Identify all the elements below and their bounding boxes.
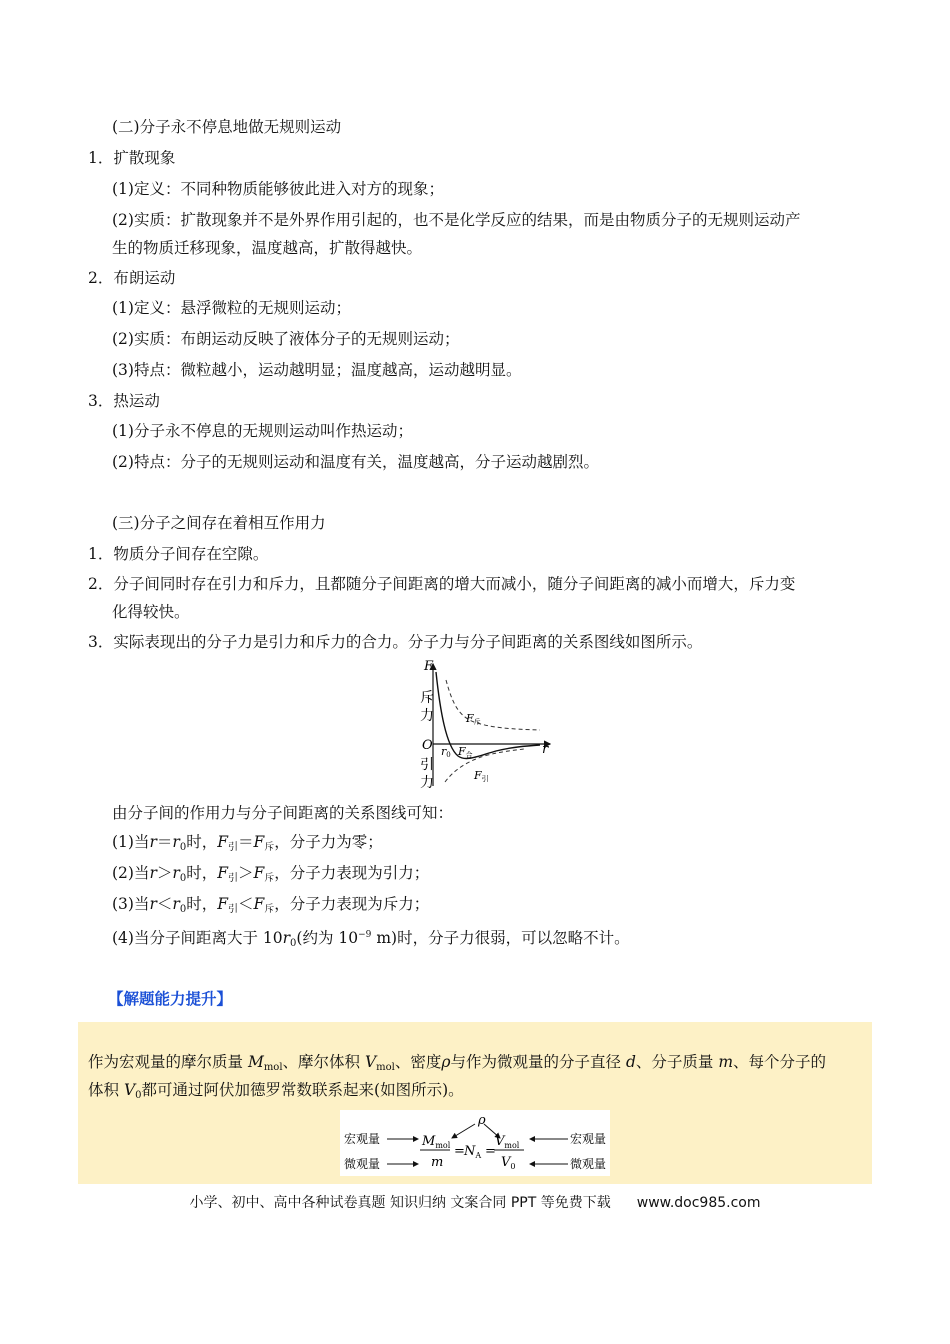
attraction-axis-label-2: 力 <box>420 775 434 790</box>
x-axis-label: r <box>542 742 549 757</box>
diffusion-nature-line2: 生的物质迁移现象，温度越高，扩散得越快。 <box>112 239 423 257</box>
improve-section-title: 【解题能力提升】 <box>108 990 233 1008</box>
conclusion-2: (2)当$r>r_0$时，$F_引>F_斥$，分子力表现为引力； <box>112 864 430 884</box>
f-repel-label: F斥 <box>466 712 481 726</box>
thermal-feature: (2)特点：分子的无规则运动和温度有关，温度越高，分子运动越剧烈。 <box>112 453 599 471</box>
improve-line1: 作为宏观量的摩尔质量 $M_{mol}$、摩尔体积 $V_{mol}$、密度ρ与作为微观量的分子直径 d、分子质量 m、每个分子的 <box>88 1053 827 1073</box>
forces-point1: 1．物质分子间存在空隙。 <box>88 545 269 563</box>
macro-right-label: 宏观量 <box>570 1132 607 1146</box>
item-diffusion-title: 1．扩散现象 <box>88 149 176 167</box>
forces-point2-line1: 2．分子间同时存在引力和斥力，且都随分子间距离的增大而减小，随分子间距离的减小而增大，斥力变 <box>88 575 796 593</box>
improve-line2: 体积 $V_0$都可通过阿伏加德罗常数联系起来(如图所示)。 <box>88 1081 464 1101</box>
brownian-nature: (2)实质：布朗运动反映了液体分子的无规则运动； <box>112 330 460 348</box>
conclusion-1: (1)当$r=r_0$时，$F_引=F_斥$，分子力为零； <box>112 833 383 853</box>
repulsion-axis-label-1: 斥 <box>420 690 434 706</box>
avogadro-constant: $N_A$ <box>464 1144 482 1160</box>
micro-left-label: 微观量 <box>344 1157 381 1171</box>
forces-point2-line2: 化得较快。 <box>112 603 190 621</box>
y-axis-label: F <box>424 659 434 674</box>
macro-left-label: 宏观量 <box>344 1132 381 1146</box>
r0-label: r0 <box>441 745 451 759</box>
fraction-M-numerator: $M_{mol}$ <box>422 1134 451 1150</box>
f-attract-label: F引 <box>474 769 489 783</box>
thermal-definition: (1)分子永不停息的无规则运动叫作热运动； <box>112 422 413 440</box>
page-footer <box>0 1192 950 1212</box>
conclusion-3: (3)当$r<r_0$时，$F_引<F_斥$，分子力表现为斥力； <box>112 895 430 915</box>
f-net-label: F合 <box>458 745 473 759</box>
fraction-V0-denominator: $V_0$ <box>501 1155 516 1171</box>
net-force-curve <box>436 672 540 759</box>
equals-2: = <box>485 1144 496 1159</box>
origin-label: O <box>422 738 433 753</box>
micro-right-label: 微观量 <box>570 1157 607 1171</box>
diffusion-definition: (1)定义：不同种物质能够彼此进入对方的现象； <box>112 180 444 198</box>
improve-highlight-box <box>78 1022 872 1184</box>
avogadro-diagram <box>340 1110 610 1176</box>
item-thermal-title: 3．热运动 <box>88 392 160 410</box>
section-heading-forces: (三)分子之间存在着相互作用力 <box>112 514 326 532</box>
repulsion-curve <box>446 680 540 730</box>
repulsion-axis-label-2: 力 <box>420 708 434 724</box>
diffusion-nature-line1: (2)实质：扩散现象并不是外界作用引起的，也不是化学反应的结果，而是由物质分子的无规则运动产 <box>112 211 801 229</box>
conclusion-4: (4)当分子间距离大于 $10r_0$(约为 $10^{-9}$ m)时，分子力很弱，可以忽略不计。 <box>112 929 630 949</box>
item-brownian-title: 2．布朗运动 <box>88 269 176 287</box>
equals-1: = <box>454 1144 465 1159</box>
conclusion-intro: 由分子间的作用力与分子间距离的关系图线可知： <box>112 804 454 822</box>
footer-site-link[interactable]: www.doc985.com <box>636 1195 761 1211</box>
force-distance-graph <box>400 658 560 790</box>
brownian-feature: (3)特点：微粒越小，运动越明显；温度越高，运动越明显。 <box>112 361 522 379</box>
section-heading-brownian: (二)分子永不停息地做无规则运动 <box>112 118 342 136</box>
forces-point3: 3．实际表现出的分子力是引力和斥力的合力。分子力与分子间距离的关系图线如图所示。 <box>88 633 703 651</box>
fraction-V-numerator: $V_{mol}$ <box>495 1134 520 1150</box>
brownian-definition: (1)定义：悬浮微粒的无规则运动； <box>112 299 351 317</box>
footer-text: 小学、初中、高中各种试卷真题 知识归纳 文案合同 PPT 等免费下载 <box>189 1195 611 1211</box>
fraction-m-denominator: m <box>431 1155 444 1170</box>
attraction-axis-label-1: 引 <box>420 757 434 773</box>
rho-symbol: ρ <box>478 1113 486 1128</box>
